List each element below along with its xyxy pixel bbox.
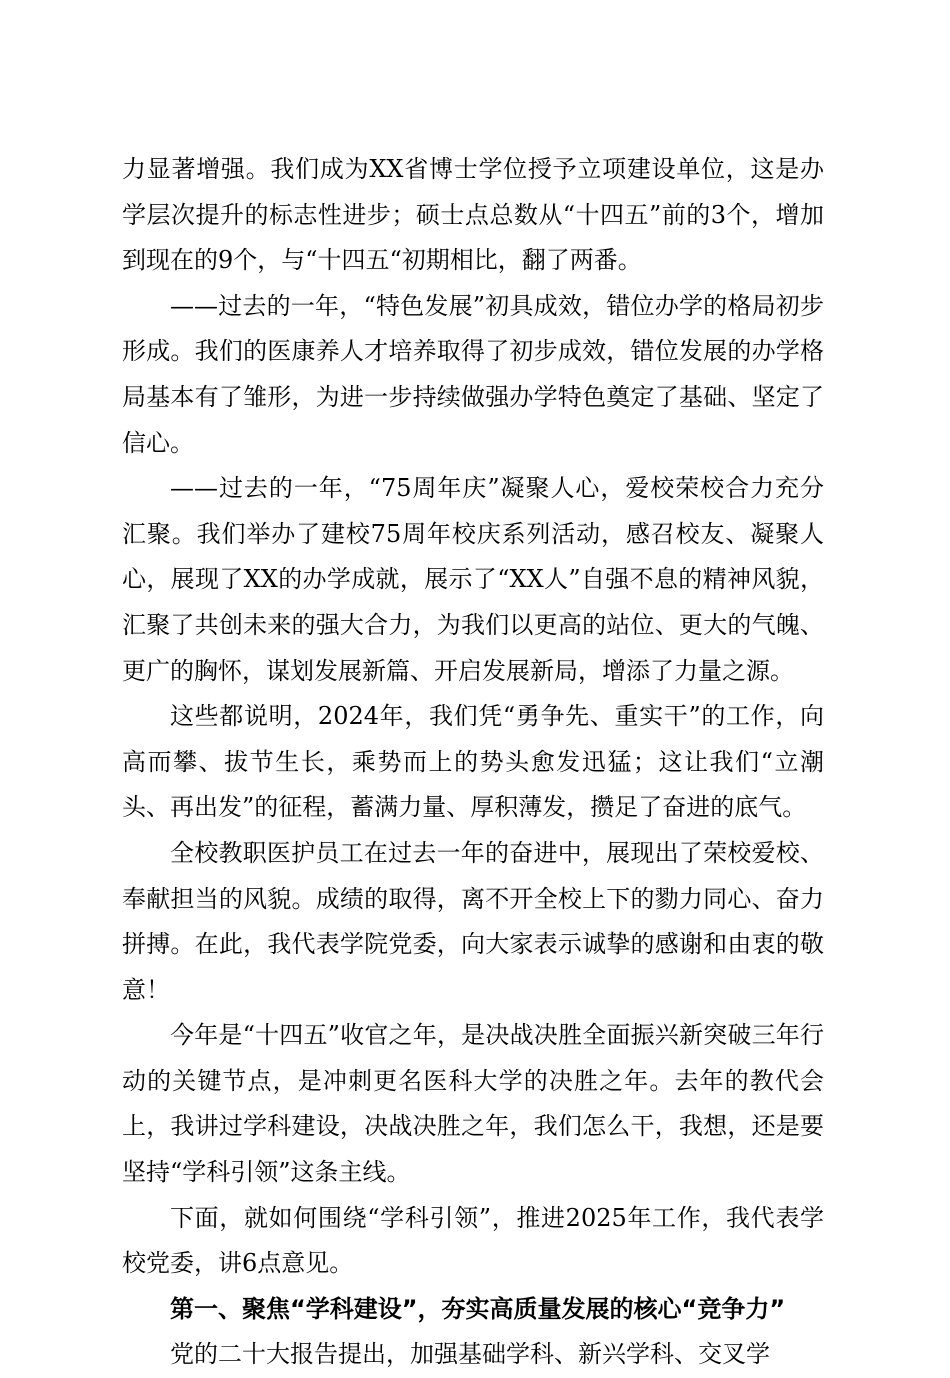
paragraph-thanks: 全校教职医护员工在过去一年的奋进中，展现出了荣校爱校、奉献担当的风貌。成绩的取得，离不开全校上下的勠力同心、奋力拼搏。在此，我代表学院党委，向大家表示诚挚的感谢和由衷的敬意！ [122,838,824,1004]
paragraph-continuation: 力显著增强。我们成为XX省博士学位授予立项建设单位，这是办学层次提升的标志性进步；硕士点总数从“十四五”前的3个，增加到现在的9个，与“十四五“初期相比，翻了两番。 [122,155,824,275]
paragraph-75th-anniversary: ——过去的一年，“75周年庆”凝聚人心，爱校荣校合力充分汇聚。我们举办了建校75周年校庆系列活动，感召校友、凝聚人心，展现了XX的办学成就，展示了“XX人”自强不息的精神风貌，汇聚了共创未来的强大合力，为我们以更高的站位、更大的气魄、更广的胸怀，谋划发展新篇、开启发展新局，增添了力量之源。 [122,474,824,685]
paragraph-summary-2024: 这些都说明，2024年，我们凭“勇争先、重实干”的工作，向高而攀、拔节生长，乘势而上的势头愈发迅猛；这让我们“立潮头、再出发”的征程，蓄满力量、厚积薄发，攒足了奋进的底气。 [122,702,824,822]
paragraph-this-year: 今年是“十四五”收官之年，是决战决胜全面振兴新突破三年行动的关键节点，是冲刺更名医科大学的决胜之年。去年的教代会上，我讲过学科建设，决战决胜之年，我们怎么干，我想，还是要坚持“学科引领”这条主线。 [122,1021,824,1187]
paragraph-characteristic-development: ——过去的一年，“特色发展”初具成效，错位办学的格局初步形成。我们的医康养人才培养取得了初步成效，错位发展的办学格局基本有了雏形，为进一步持续做强办学特色奠定了基础、坚定了信心。 [122,291,824,457]
paragraph-six-points-intro: 下面，就如何围绕“学科引领”，推进2025年工作，我代表学校党委，讲6点意见。 [122,1203,824,1278]
paragraph-twentieth-congress: 党的二十大报告提出，加强基础学科、新兴学科、交叉学 [170,1340,770,1369]
section-heading-first: 第一、聚焦“学科建设”，夯实高质量发展的核心“竞争力” [170,1294,786,1323]
document-body [122,147,824,1378]
